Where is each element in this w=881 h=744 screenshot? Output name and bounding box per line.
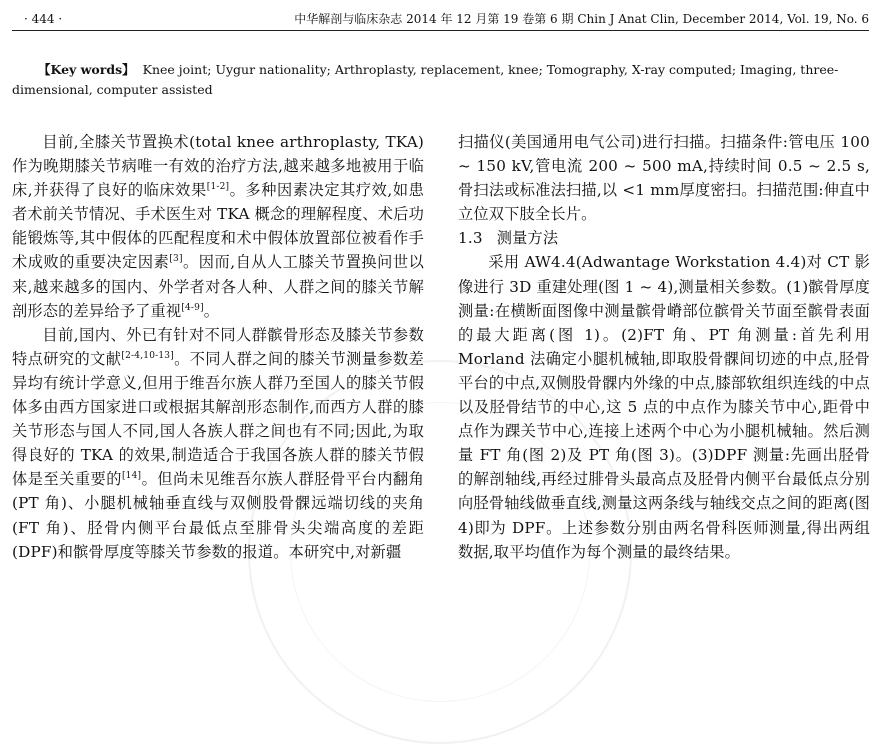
citation-ref: [14] <box>121 471 142 482</box>
keywords-label: 【Key words】 <box>38 62 135 77</box>
citation-ref: [2-4,10-13] <box>121 350 174 361</box>
left-p1-text-3: 。因而,自从人工膝关节置换问世以来,越来越多的国内、外学者对各人种、人群之间的膝关节解剖形态的差异给予了重视 <box>12 253 425 320</box>
left-p1-text-2: 。多种因素决定其疗效,如患者术前关节情况、手术医生对 TKA 概念的理解程度、术后功能锻炼等,其中假体的匹配程度和术中假体放置部位被看作手术成败的重要决定因素 <box>12 181 424 272</box>
keywords-block <box>12 60 865 100</box>
left-paragraph-2 <box>12 323 424 564</box>
left-p2-text-2: 。不同人群之间的膝关节测量参数差异均有统计学意义,但用于维吾尔族人群乃至国人的膝关节假体多由西方国家进口或根据其解剖形态制作,而西方人群的膝关节形态与国人不同,国人各族人群之间也有不同;因此,为取得良好的 TKA 的效果,制造适合于我国各族人群的膝关节假体是至关重要的 <box>12 349 424 489</box>
section-title: 测量方法 <box>496 229 559 248</box>
journal-citation: 中华解剖与临床杂志 2014 年 12 月第 19 卷第 6 期 Chin J Anat Clin, December 2014, Vol. 19, No. 6 <box>294 12 869 26</box>
left-paragraph-1 <box>12 130 424 323</box>
left-p1-text-4: 。 <box>203 301 220 320</box>
citation-ref: [3] <box>169 254 183 265</box>
citation-ref: [1-2] <box>206 182 230 193</box>
section-number: 1.3 <box>458 229 483 248</box>
left-p2-text-3: 。但尚未见维吾尔族人群胫骨平台内翻角(PT 角)、小腿机械轴垂直线与双侧股骨髁远端切线的夹角(FT 角)、胫骨内侧平台最低点至腓骨头尖端高度的差距(DPF)和髌骨厚度等膝关节参数的报道。本研究中,对新疆 <box>12 470 424 561</box>
left-p2-text-1: 目前,国内、外已有针对不同人群髌骨形态及膝关节参数特点研究的文献 <box>12 325 424 368</box>
right-paragraph-1: 扫描仪(美国通用电气公司)进行扫描。扫描条件:管电压 100 ~ 150 kV,管电流 200 ~ 500 mA,持续时间 0.5 ~ 2.5 s,骨扫法或标准法扫描,以 <1 mm厚度密扫。扫描范围:伸直中立位双下肢全长片。 <box>458 133 870 224</box>
page-header <box>12 8 869 31</box>
page-number: · 444 · <box>24 12 63 26</box>
citation-ref: [4-9] <box>181 302 204 313</box>
right-column <box>458 130 870 564</box>
right-paragraph-2: 采用 AW4.4(Adwantage Workstation 4.4)对 CT 影像进行 3D 重建处理(图 1 ~ 4),测量相关参数。(1)髌骨厚度测量:在横断面图像中测量髌骨嵴部位髌骨关节面至髌骨表面的最大距离(图 1)。(2)FT 角、PT 角测量:首先利用 Morland 法确定小腿机械轴,即取股骨髁间切迹的中点,胫骨平台的中点,双侧股骨髁内外缘的中点,膝部软组织连线的中点以及胫骨结节的中心,这 5 点的中点作为膝关节中心,距骨中点作为踝关节中心,连接上述两个中心为小腿机械轴。然后测量 FT 角(图 2)及 PT 角(图 3)。(3)DPF 测量:先画出胫骨的解剖轴线,再经过腓骨头最高点及胫骨内侧平台最低点分别向胫骨轴线做垂直线,测量这两条线与轴线交点之间的距离(图 4)即为 DPF。上述参数分别由两名骨科医师测量,得出两组数据,取平均值作为每个测量的最终结果。 <box>458 253 870 561</box>
keywords-text: Knee joint; Uygur nationality; Arthroplasty, replacement, knee; Tomography, X-ray computed; Imaging, three-dimensional, computer assisted <box>12 62 839 97</box>
left-column <box>12 130 424 564</box>
section-heading <box>458 226 870 250</box>
left-p1-text-1: 目前,全膝关节置换术(total knee arthroplasty, TKA)作为晚期膝关节病唯一有效的治疗方法,越来越多地被用于临床,并获得了良好的临床效果 <box>12 133 424 200</box>
